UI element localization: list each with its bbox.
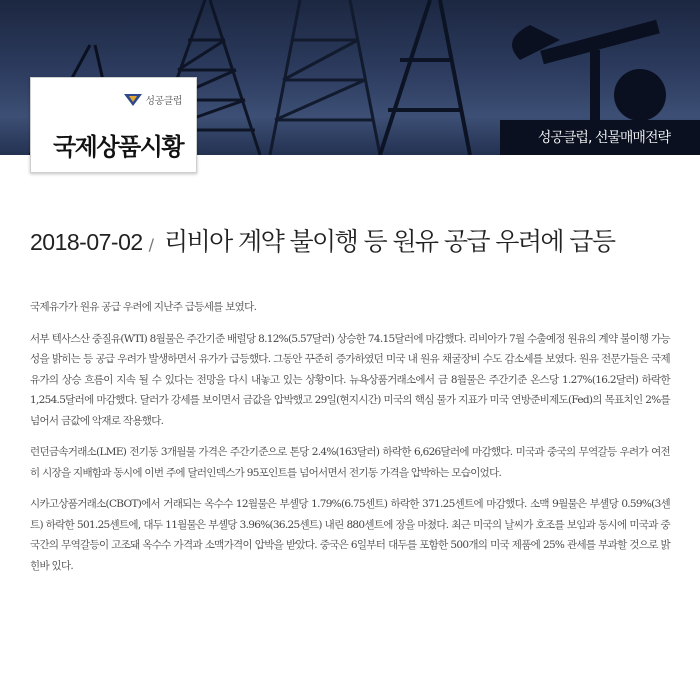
article-paragraph: 런던금속거래소(LME) 전기동 3개월물 가격은 주간기준으로 톤당 2.4%(163달러) 하락한 6,626달러에 마감했다. 미국과 중국의 무역갈등 우려가 여전히 시장을 지배함과 동시에 이번 주에 달러인덱스가 95포인트를 넘어서면서 전기동 가격을 압박하는 모습이었다. — [30, 446, 670, 479]
article-paragraph: 시카고상품거래소(CBOT)에서 거래되는 옥수수 12월물은 부셸당 1.79%(6.75센트) 하락한 371.25센트에 마감했다. 소맥 9월물은 부셸당 0.59%(3센트) 하락한 501.25센트에, 대두 11월물은 부셸당 3.96%(36.25센트) 내린 880센트에 장을 마쳤다. 최근 미국의 날씨가 호조를 보임과 동시에 미국과 중국간의 무역갈등이 고조돼 옥수수 가격과 소맥가격이 압박을 받았다. 중국은 6일부터 대두를 포함한 500개의 미국 제품에 25% 관세를 부과할 것으로 밝힌바 있다. — [30, 498, 670, 572]
brand-name: 성공클럽 — [145, 96, 182, 107]
article-paragraph: 국제유가가 원유 공급 우려에 지난주 급등세를 보였다. — [30, 301, 257, 313]
article-paragraph: 서부 텍사스산 중질유(WTI) 8월물은 주간기준 배럴당 8.12%(5.57달러) 상승한 74.15달러에 마감했다. 리비아가 7월 수출예정 원유의 계약 불이행 가능성을 밝히는 등 공급 우려가 발생하면서 유가가 급등했다. 그동안 꾸준히 증가하였던 미국 내 원유 채굴장비 수도 감소세를 보였다. 원유 전문가들은 국제유가의 상승 흐름이 지속 될 수 있다는 전망을 다시 내놓고 있는 상황이다. 뉴욕상품거래소에서 금 8월물은 주간기준 온스당 1.27%(16.2달러) 하락한 1,254.5달러에 마감했다. 달러가 강세를 보이면서 금값을 압박했고 29일(현지시간) 미국의 핵심 물가 지표가 미국 연방준비제도(Fed)의 목표치인 2%를 넘어서 금값에 악재로 작용했다. — [30, 332, 670, 427]
article-title: 리비아 계약 불이행 등 원유 공급 우려에 급등 — [164, 227, 615, 256]
hero-caption: 성공클럽, 선물매매전략 — [537, 130, 670, 146]
section-title-card — [30, 77, 197, 173]
section-title: 국제상품시황 — [53, 134, 184, 161]
article-body — [30, 297, 670, 587]
article-headline — [30, 222, 614, 258]
brand-logo[interactable] — [124, 92, 182, 107]
brand-logo-icon — [124, 94, 142, 106]
article-date: 2018-07-02 — [30, 229, 143, 255]
headline-separator: / — [148, 235, 155, 254]
